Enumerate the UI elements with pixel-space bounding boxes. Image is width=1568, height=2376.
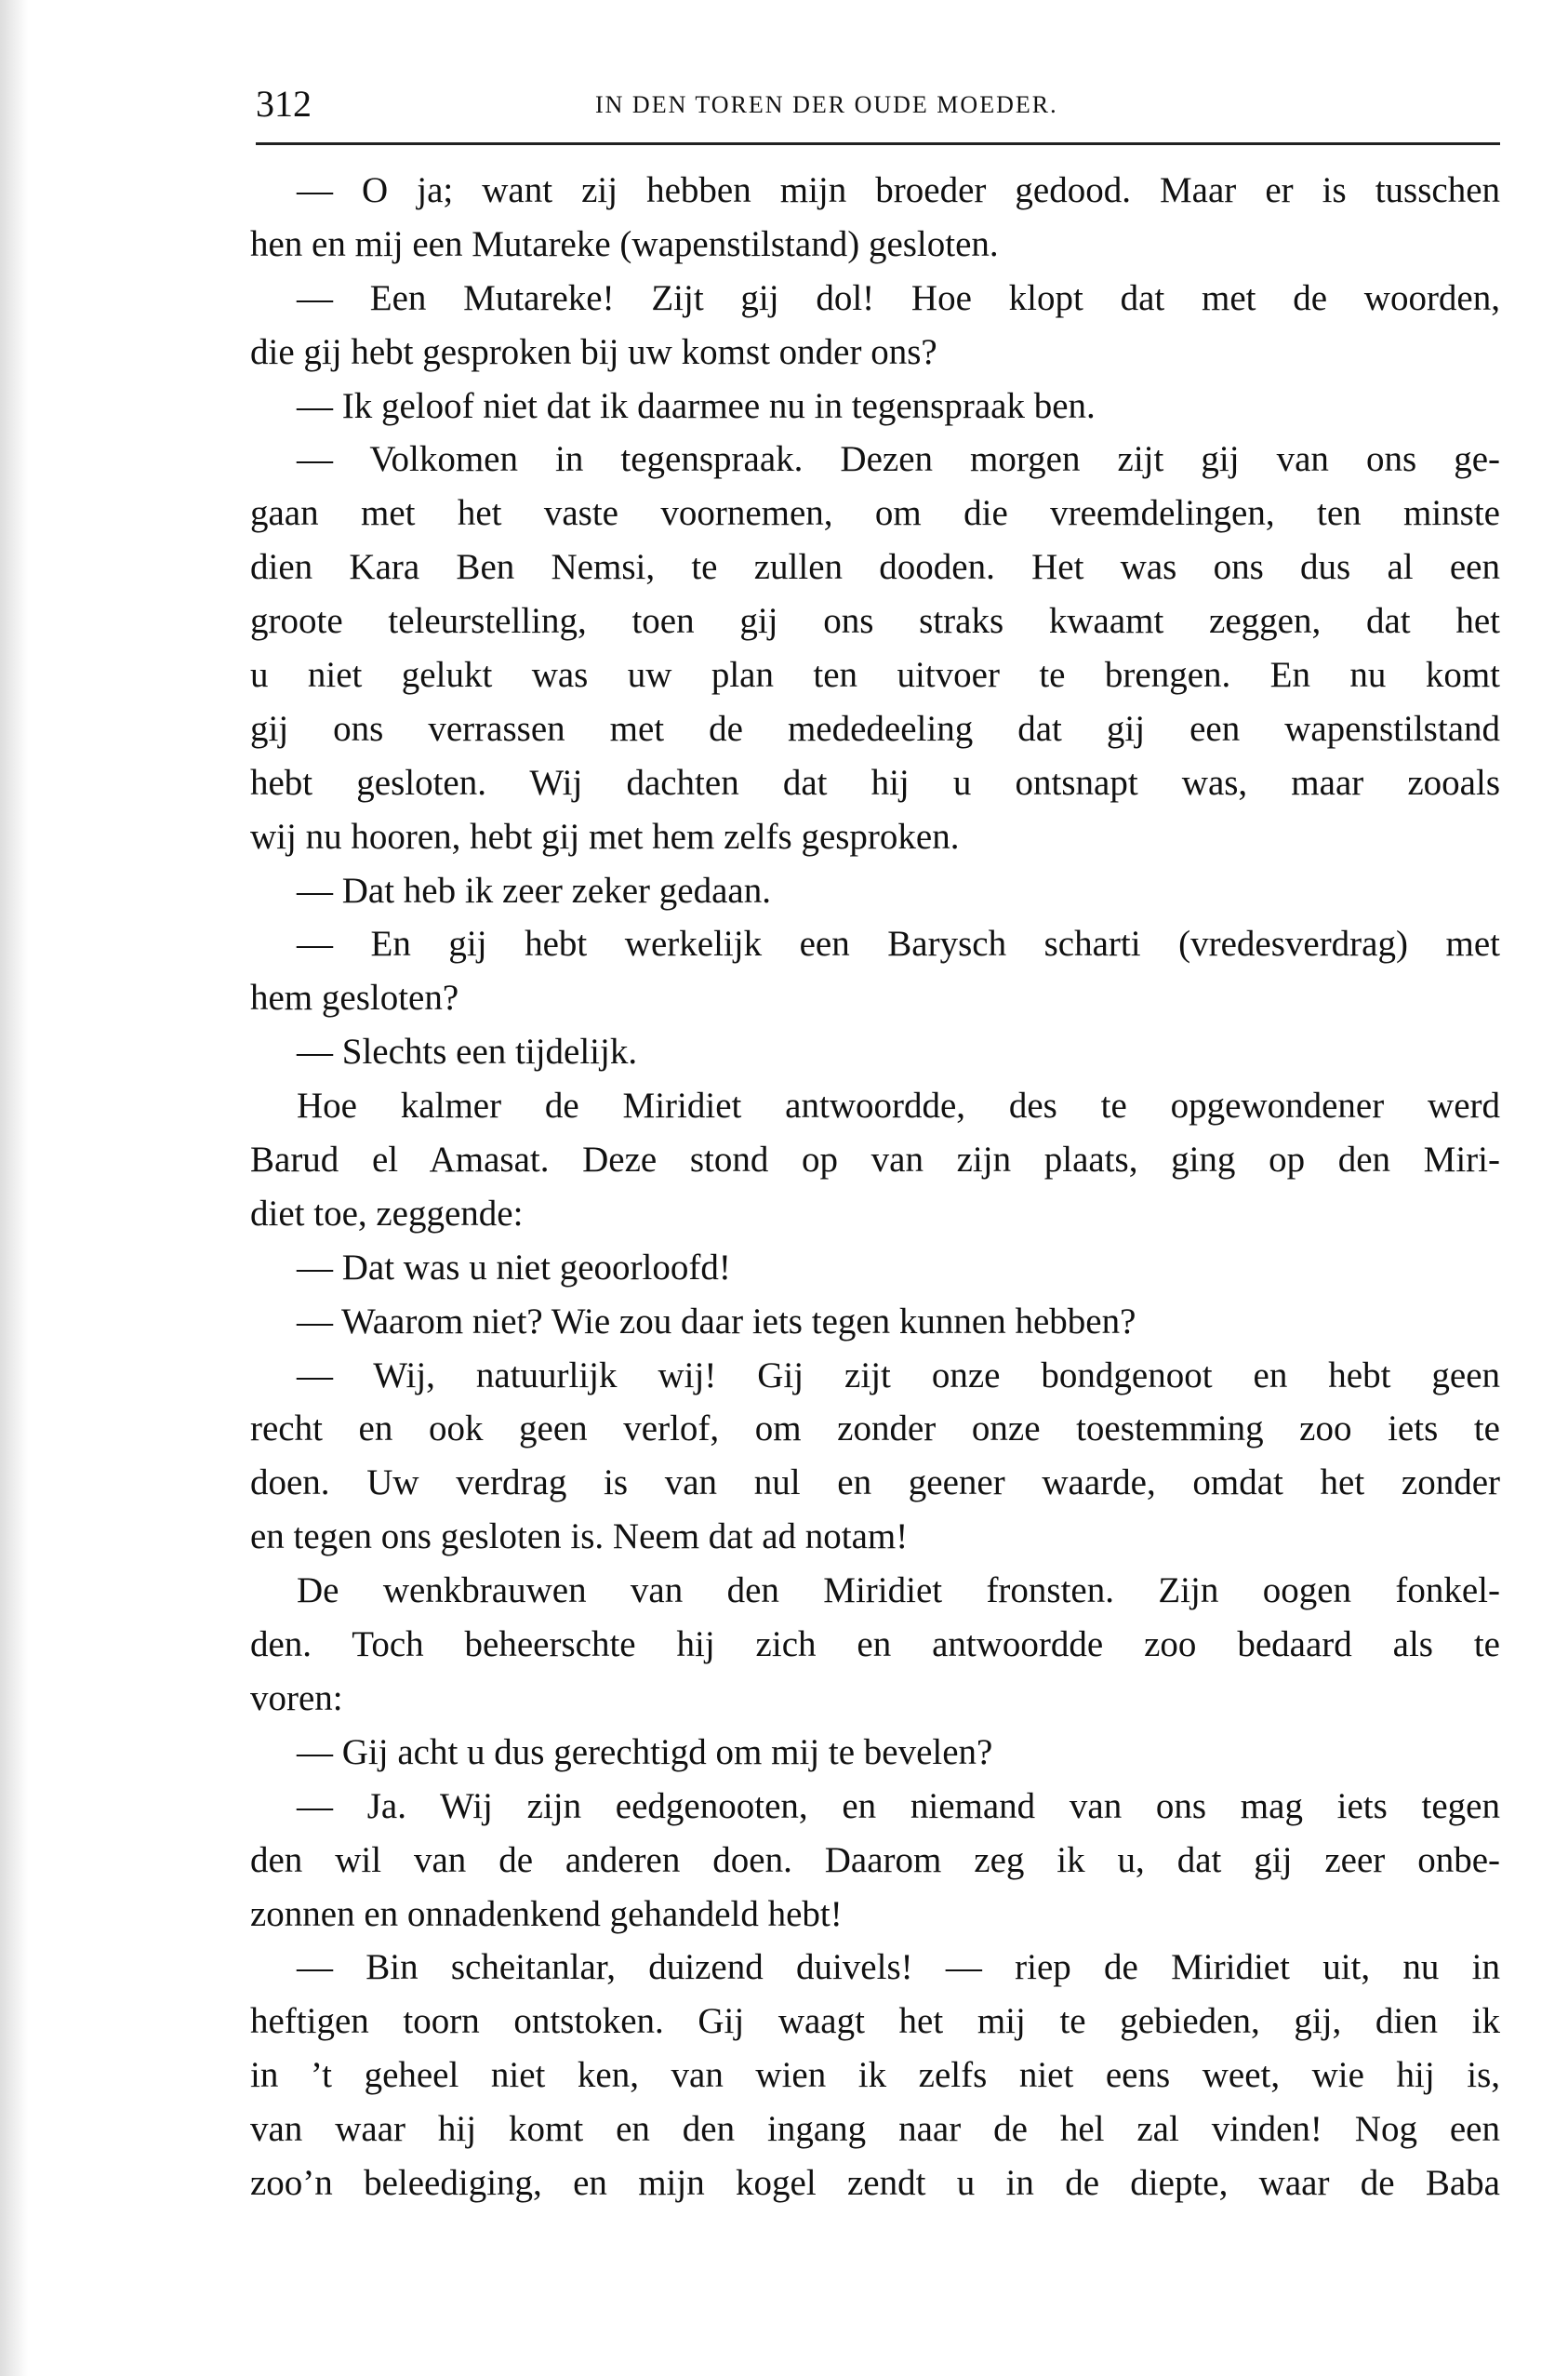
text-line	[250, 272, 1500, 326]
text-line-content: — Dat heb ik zeer zeker gedaan.	[297, 870, 771, 911]
text-line	[250, 1295, 1500, 1349]
text-line-content: — Waarom niet? Wie zou daar iets tegen kunnen hebben?	[297, 1301, 1136, 1342]
text-line-content: — Ik geloof niet dat ik daarmee nu in tegenspraak ben.	[297, 385, 1096, 426]
text-line-content: Hoe kalmer de Miridiet antwoordde, des te opgewondener werd	[297, 1086, 1500, 1127]
text-line	[250, 1079, 1500, 1133]
text-line-content: zoo’n beleediging, en mijn kogel zendt u in de diepte, waar de Baba	[250, 2162, 1500, 2203]
text-line-content: gaan met het vaste voornemen, om die vreemdelingen, ten minste	[250, 493, 1500, 534]
text-line-content: doen. Uw verdrag is van nul en geener waarde, omdat het zonder	[250, 1462, 1500, 1503]
text-line	[250, 1025, 1500, 1079]
text-line	[250, 1510, 1500, 1564]
text-line-content: hebt gesloten. Wij dachten dat hij u ontsnapt was, maar zooals	[250, 762, 1500, 803]
text-line	[250, 164, 1500, 218]
text-line-content: groote teleurstelling, toen gij ons straks kwaamt zeggen, dat het	[250, 601, 1500, 642]
text-line	[250, 2049, 1500, 2102]
text-line	[250, 1618, 1500, 1672]
text-line-content: — Dat was u niet geoorloofd!	[297, 1247, 731, 1288]
text-line-content: — En gij hebt werkelijk een Barysch scharti (vredesverdrag) met	[297, 924, 1500, 965]
text-line-content: dien Kara Ben Nemsi, te zullen dooden. Het was ons dus al een	[250, 547, 1500, 588]
text-line	[250, 1780, 1500, 1834]
text-line	[250, 487, 1500, 541]
text-line-content: wij nu hooren, hebt gij met hem zelfs gesproken.	[250, 816, 960, 857]
text-line	[250, 1995, 1500, 2049]
text-line	[250, 1402, 1500, 1456]
text-line-content: van waar hij komt en den ingang naar de hel zal vinden! Nog een	[250, 2109, 1500, 2150]
text-line	[250, 326, 1500, 380]
text-line	[250, 1133, 1500, 1187]
text-line-content: hem gesloten?	[250, 978, 459, 1019]
text-line	[250, 218, 1500, 272]
text-line-content: — Gij acht u dus gerechtigd om mij te bevelen?	[297, 1731, 993, 1772]
text-line	[250, 1187, 1500, 1241]
text-line-content: — Een Mutareke! Zijt gij dol! Hoe klopt dat met de woorden,	[297, 277, 1500, 318]
text-line-content: den. Toch beheerschte hij zich en antwoordde zoo bedaard als te	[250, 1624, 1500, 1665]
text-line-content: — Bin scheitanlar, duizend duivels! — riep de Miridiet uit, nu in	[297, 1947, 1500, 1988]
text-line	[250, 756, 1500, 810]
text-line	[250, 971, 1500, 1025]
text-line-content: — Ja. Wij zijn eedgenooten, en niemand van ons mag iets tegen	[297, 1785, 1500, 1826]
text-line-content: gij ons verrassen met de mededeeling dat gij een wapenstilstand	[250, 708, 1500, 749]
text-line	[250, 1564, 1500, 1618]
header-rule	[256, 142, 1500, 145]
text-line-content: voren:	[250, 1677, 343, 1718]
text-line-content: in ’t geheel niet ken, van wien ik zelfs niet eens weet, wie hij is,	[250, 2055, 1500, 2096]
text-line-content: zonnen en onnadenkend gehandeld hebt!	[250, 1893, 843, 1934]
text-line-content: — O ja; want zij hebben mijn broeder gedood. Maar er is tusschen	[297, 170, 1500, 210]
text-line-content: De wenkbrauwen van den Miridiet fronsten. Zijn oogen fonkel-	[297, 1570, 1500, 1611]
text-line	[250, 1941, 1500, 1995]
text-line-content: recht en ook geen verlof, om zonder onze toestemming zoo iets te	[250, 1408, 1500, 1449]
text-line	[250, 648, 1500, 702]
text-line	[250, 594, 1500, 648]
text-line	[250, 1456, 1500, 1510]
text-line-content: — Slechts een tijdelijk.	[297, 1032, 638, 1073]
text-line	[250, 541, 1500, 594]
text-line-content: hen en mij een Mutareke (wapenstilstand) gesloten.	[250, 223, 999, 264]
page-number: 312	[256, 83, 312, 125]
text-line-content: heftigen toorn ontstoken. Gij waagt het mij te gebieden, gij, dien ik	[250, 2001, 1500, 2042]
text-line	[250, 2102, 1500, 2156]
running-title: IN DEN TOREN DER OUDE MOEDER.	[595, 91, 1058, 118]
text-line-content: — Wij, natuurlijk wij! Gij zijt onze bondgenoot en hebt geen	[297, 1355, 1500, 1395]
text-line	[250, 1672, 1500, 1726]
scan-edge	[0, 0, 28, 2376]
text-line	[250, 810, 1500, 864]
text-line	[250, 1726, 1500, 1780]
text-line	[250, 433, 1500, 487]
text-line	[250, 2156, 1500, 2210]
text-line	[250, 1834, 1500, 1888]
text-line-content: diet toe, zeggende:	[250, 1193, 524, 1234]
text-line-content: die gij hebt gesproken bij uw komst onder ons?	[250, 331, 937, 372]
text-line	[250, 917, 1500, 971]
text-line-content: en tegen ons gesloten is. Neem dat ad notam!	[250, 1516, 909, 1557]
text-line-content: — Volkomen in tegenspraak. Dezen morgen zijt gij van ons ge-	[297, 439, 1500, 480]
text-line	[250, 1888, 1500, 1942]
page-body	[250, 164, 1500, 2210]
text-line-content: Barud el Amasat. Deze stond op van zijn plaats, ging op den Miri-	[250, 1140, 1500, 1181]
text-line	[250, 864, 1500, 918]
text-line	[250, 702, 1500, 756]
text-line	[250, 1349, 1500, 1403]
text-line-content: den wil van de anderen doen. Daarom zeg ik u, dat gij zeer onbe-	[250, 1839, 1500, 1880]
text-line-content: u niet gelukt was uw plan ten uitvoer te brengen. En nu komt	[250, 655, 1500, 696]
text-line	[250, 1241, 1500, 1295]
text-line	[250, 380, 1500, 434]
